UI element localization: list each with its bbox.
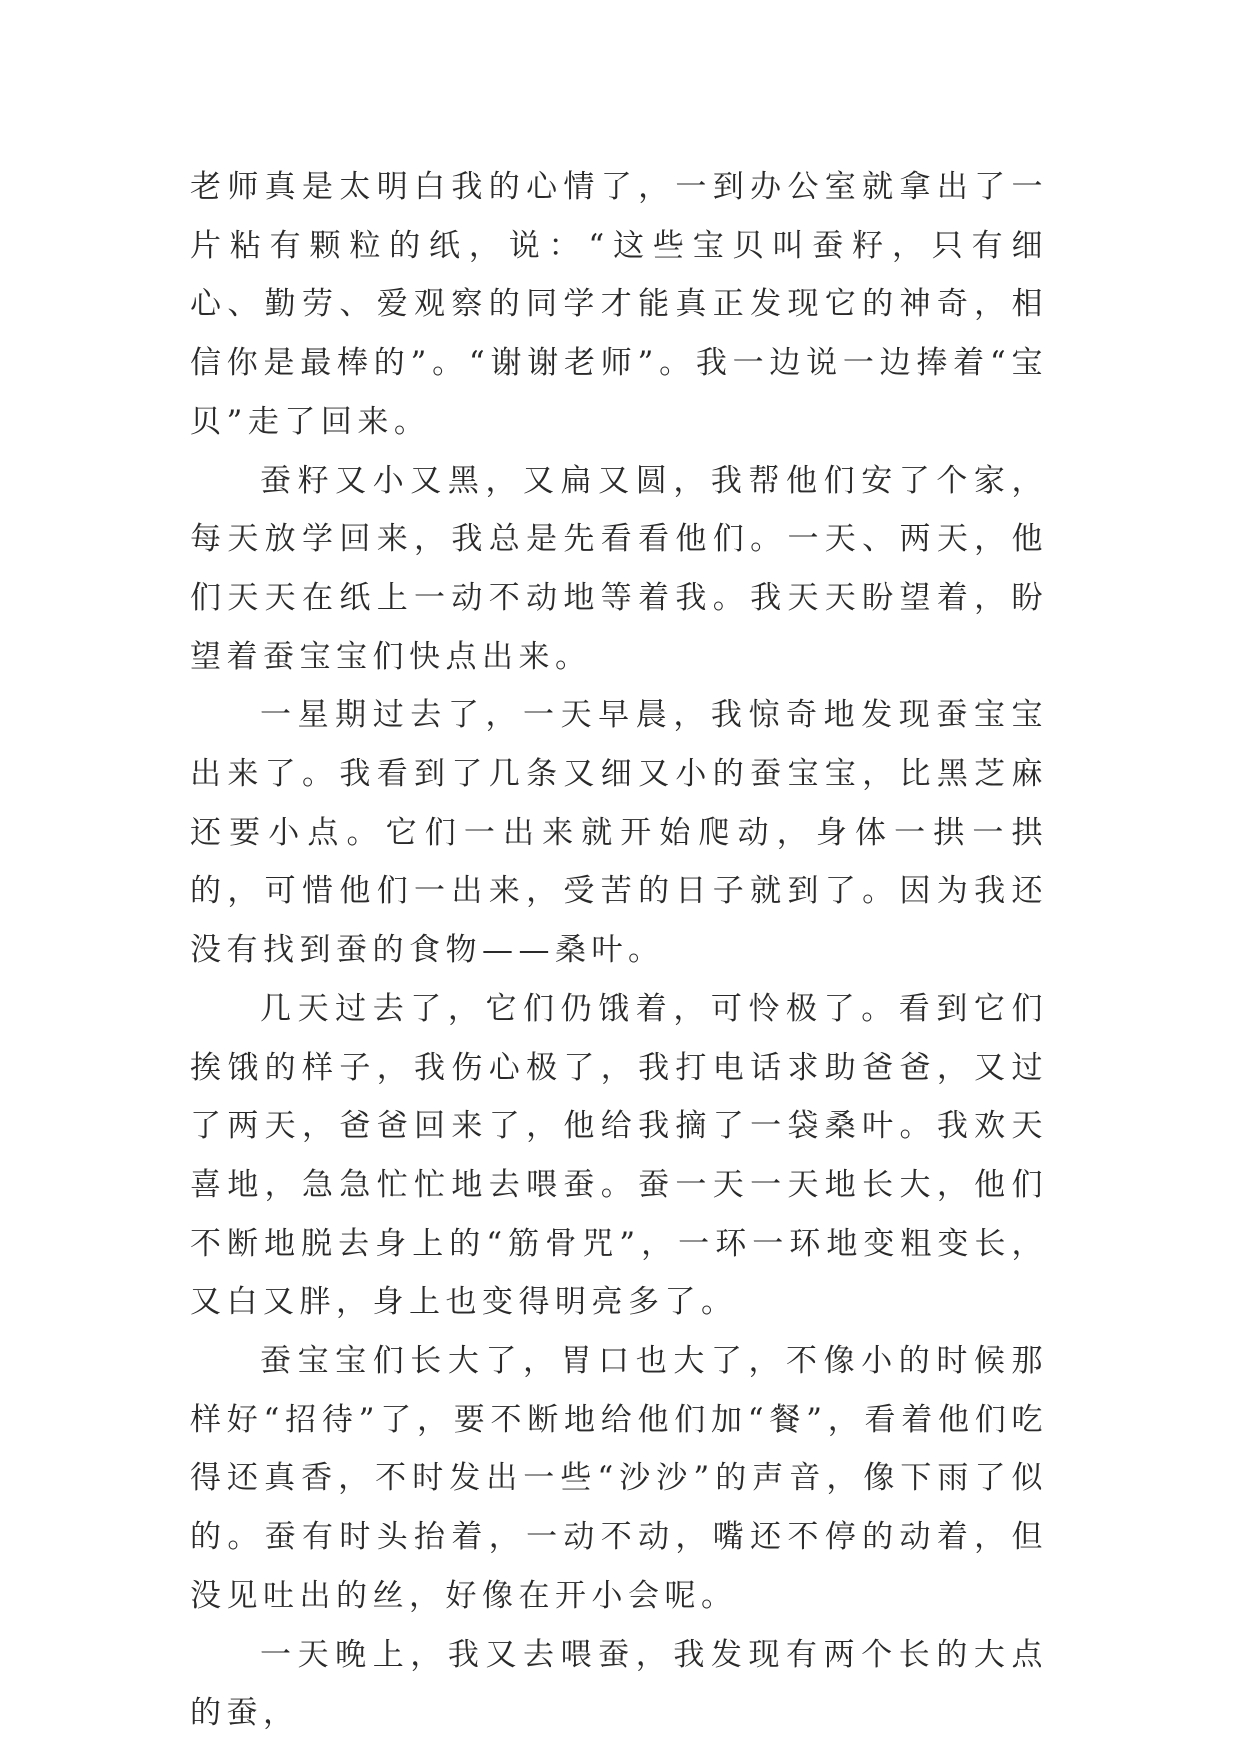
paragraph-3: 一星期过去了，一天早晨，我惊奇地发现蚕宝宝出来了。我看到了几条又细又小的蚕宝宝，比黑芝麻还要小点。它们一出来就开始爬动，身体一拱一拱的，可惜他们一出来，受苦的日子就到了。因为我还没有找到蚕的食物——桑叶。 [190, 697, 1048, 969]
paragraph-4: 几天过去了，它们仍饿着，可怜极了。看到它们挨饿的样子，我伤心极了，我打电话求助爸爸，又过了两天，爸爸回来了，他给我摘了一袋桑叶。我欢天喜地，急急忙忙地去喂蚕。蚕一天一天地长大，他们不断地脱去身上的“筋骨咒”，一环一环地变粗变长，又白又胖，身上也变得明亮多了。 [190, 990, 1048, 1321]
paragraph-2: 蚕籽又小又黑，又扁又圆，我帮他们安了个家，每天放学回来，我总是先看看他们。一天、两天，他们天天在纸上一动不动地等着我。我天天盼望着，盼望着蚕宝宝们快点出来。 [190, 462, 1048, 675]
paragraph-1: 老师真是太明白我的心情了，一到办公室就拿出了一片粘有颗粒的纸，说：“这些宝贝叫蚕籽，只有细心、勤劳、爱观察的同学才能真正发现它的神奇，相信你是最棒的”。“谢谢老师”。我一边说一边捧着“宝贝”走了回来。 [190, 169, 1048, 440]
document-body [190, 158, 1048, 1743]
paragraph-5: 蚕宝宝们长大了，胃口也大了，不像小的时候那样好“招待”了，要不断地给他们加“餐”，看着他们吃得还真香，不时发出一些“沙沙”的声音，像下雨了似的。蚕有时头抬着，一动不动，嘴还不停的动着，但没见吐出的丝，好像在开小会呢。 [190, 1343, 1048, 1614]
paragraph-6: 一天晚上，我又去喂蚕，我发现有两个长的大点的蚕， [190, 1636, 1048, 1732]
